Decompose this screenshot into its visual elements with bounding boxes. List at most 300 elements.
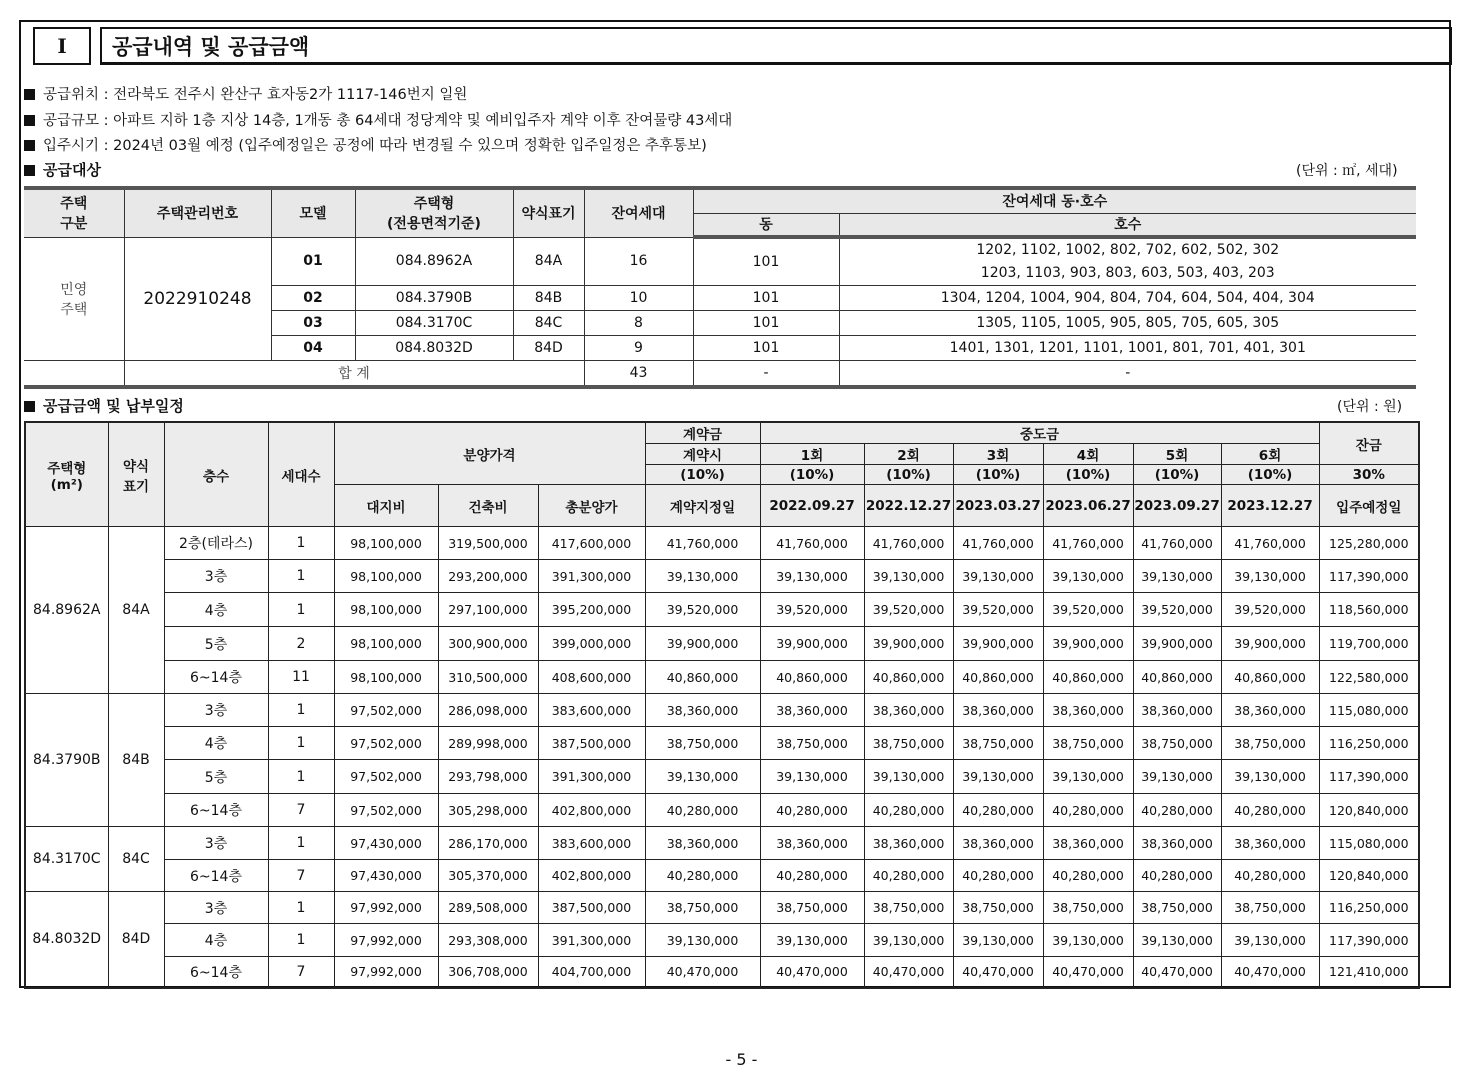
build-price-cell: 297,100,000 — [438, 593, 538, 627]
header-housing-type — [25, 422, 108, 527]
floor-cell: 6~14층 — [164, 794, 268, 827]
header-date-1: 2022.09.27 — [760, 485, 864, 527]
info-scale — [24, 109, 732, 130]
units-cell: 2 — [268, 627, 334, 661]
installment-2-cell: 38,750,000 — [864, 892, 953, 924]
info-location — [24, 83, 467, 104]
deposit-cell: 39,520,000 — [645, 593, 760, 627]
installment-6-cell: 38,360,000 — [1221, 827, 1319, 860]
installment-4-cell: 40,280,000 — [1043, 860, 1133, 892]
installment-4-cell: 41,760,000 — [1043, 527, 1133, 560]
dong-cell: 101 — [693, 311, 839, 336]
installment-6-cell: 40,280,000 — [1221, 794, 1319, 827]
units-cell: 1 — [268, 694, 334, 727]
floor-cell: 3층 — [164, 560, 268, 593]
installment-1-cell: 40,280,000 — [760, 860, 864, 892]
header-model: 모델 — [271, 188, 355, 237]
header-short — [108, 422, 164, 527]
units-cell: 1 — [268, 560, 334, 593]
installment-1-cell: 40,860,000 — [760, 661, 864, 694]
installment-1-cell: 38,360,000 — [760, 694, 864, 727]
installment-4-cell: 38,750,000 — [1043, 892, 1133, 924]
installment-2-cell: 39,130,000 — [864, 760, 953, 794]
units-cell: 1 — [268, 527, 334, 560]
installment-6-cell: 40,280,000 — [1221, 860, 1319, 892]
bullet-square-icon — [24, 89, 35, 100]
installment-5-cell: 40,280,000 — [1133, 860, 1221, 892]
table-row — [25, 892, 1419, 924]
ho-cell: 1401, 1301, 1201, 1101, 1001, 801, 701, 401, 301 — [839, 336, 1416, 361]
installment-6-cell: 38,750,000 — [1221, 727, 1319, 760]
header-price: 분양가격 — [334, 422, 645, 485]
installment-1-cell: 41,760,000 — [760, 527, 864, 560]
balance-cell: 121,410,000 — [1319, 957, 1419, 988]
total-price-cell: 391,300,000 — [538, 924, 645, 957]
floor-cell: 3층 — [164, 892, 268, 924]
housing-type-cell: 84.8962A — [25, 527, 108, 694]
installment-3-cell: 38,360,000 — [953, 694, 1043, 727]
installment-5-cell: 39,130,000 — [1133, 924, 1221, 957]
installment-6-cell: 39,520,000 — [1221, 593, 1319, 627]
build-price-cell: 286,170,000 — [438, 827, 538, 860]
installment-1-cell: 39,130,000 — [760, 760, 864, 794]
header-inst-5: 5회 — [1133, 444, 1221, 465]
installment-6-cell: 39,130,000 — [1221, 560, 1319, 593]
installment-6-cell: 38,360,000 — [1221, 694, 1319, 727]
deposit-cell: 40,860,000 — [645, 661, 760, 694]
total-price-cell: 391,300,000 — [538, 760, 645, 794]
balance-cell: 122,580,000 — [1319, 661, 1419, 694]
header-pct: (10%) — [1043, 465, 1133, 485]
land-price-cell: 97,502,000 — [334, 794, 438, 827]
floor-cell: 4층 — [164, 924, 268, 957]
installment-6-cell: 39,130,000 — [1221, 760, 1319, 794]
installment-4-cell: 40,280,000 — [1043, 794, 1133, 827]
installment-4-cell: 39,520,000 — [1043, 593, 1133, 627]
deposit-cell: 40,280,000 — [645, 860, 760, 892]
model-cell: 03 — [271, 311, 355, 336]
cell-line: (m²) — [50, 476, 83, 493]
header-date-4: 2023.06.27 — [1043, 485, 1133, 527]
total-dong: - — [693, 361, 839, 387]
land-price-cell: 98,100,000 — [334, 627, 438, 661]
balance-cell: 116,250,000 — [1319, 892, 1419, 924]
installment-3-cell: 38,750,000 — [953, 727, 1043, 760]
installment-2-cell: 39,130,000 — [864, 560, 953, 593]
header-balance-date: 입주예정일 — [1319, 485, 1419, 527]
total-price-cell: 383,600,000 — [538, 827, 645, 860]
balance-cell: 120,840,000 — [1319, 860, 1419, 892]
ho-cell: 1305, 1105, 1005, 905, 805, 705, 605, 305 — [839, 311, 1416, 336]
dong-cell: 101 — [693, 336, 839, 361]
installment-5-cell: 39,130,000 — [1133, 760, 1221, 794]
deposit-cell: 39,130,000 — [645, 760, 760, 794]
land-price-cell: 97,430,000 — [334, 827, 438, 860]
price-table — [24, 421, 1420, 989]
count-cell: 8 — [584, 311, 693, 336]
total-price-cell: 383,600,000 — [538, 694, 645, 727]
installment-3-cell: 38,750,000 — [953, 892, 1043, 924]
house-kind — [24, 237, 124, 361]
short-cell: 84C — [108, 827, 164, 892]
short-cell: 84B — [108, 694, 164, 827]
deposit-cell: 38,750,000 — [645, 727, 760, 760]
housing-type-cell: 84.3790B — [25, 694, 108, 827]
price-heading-text: 공급금액 및 납부일정 — [43, 397, 184, 415]
land-price-cell: 98,100,000 — [334, 593, 438, 627]
units-cell: 1 — [268, 892, 334, 924]
installment-1-cell: 39,130,000 — [760, 924, 864, 957]
units-cell: 1 — [268, 827, 334, 860]
table-row — [25, 727, 1419, 760]
header-pct: (10%) — [953, 465, 1043, 485]
table-row — [25, 661, 1419, 694]
header-date-6: 2023.12.27 — [1221, 485, 1319, 527]
land-price-cell: 98,100,000 — [334, 560, 438, 593]
header-inst-1: 1회 — [760, 444, 864, 465]
installment-4-cell: 39,130,000 — [1043, 560, 1133, 593]
cell-line: 1202, 1102, 1002, 802, 702, 602, 502, 302 — [976, 242, 1280, 258]
price-heading — [24, 395, 184, 416]
land-price-cell: 97,992,000 — [334, 924, 438, 957]
balance-cell: 125,280,000 — [1319, 527, 1419, 560]
balance-cell: 118,560,000 — [1319, 593, 1419, 627]
balance-cell: 120,840,000 — [1319, 794, 1419, 827]
header-balance: 잔금 — [1319, 422, 1419, 465]
installment-4-cell: 40,860,000 — [1043, 661, 1133, 694]
deposit-cell: 40,280,000 — [645, 794, 760, 827]
total-price-cell: 395,200,000 — [538, 593, 645, 627]
total-price-cell: 402,800,000 — [538, 794, 645, 827]
cell-line: (전용면적기준) — [387, 216, 481, 233]
table-row — [25, 794, 1419, 827]
cell-line: 표기 — [122, 478, 150, 495]
build-price-cell: 293,200,000 — [438, 560, 538, 593]
installment-6-cell: 38,750,000 — [1221, 892, 1319, 924]
header-deposit: 계약금 — [645, 422, 760, 444]
deposit-cell: 38,360,000 — [645, 827, 760, 860]
floor-cell: 3층 — [164, 694, 268, 727]
header-inst-3: 3회 — [953, 444, 1043, 465]
cell-line: 약식 — [122, 458, 150, 475]
floor-cell: 5층 — [164, 760, 268, 794]
units-cell: 7 — [268, 794, 334, 827]
build-price-cell: 289,508,000 — [438, 892, 538, 924]
section-number: I — [33, 27, 91, 65]
supply-heading — [24, 159, 101, 180]
land-price-cell: 97,502,000 — [334, 760, 438, 794]
installment-6-cell: 40,470,000 — [1221, 957, 1319, 988]
bullet-square-icon — [24, 140, 35, 151]
installment-5-cell: 40,280,000 — [1133, 794, 1221, 827]
installment-3-cell: 40,470,000 — [953, 957, 1043, 988]
empty-cell — [24, 361, 124, 387]
section-header — [33, 27, 1452, 67]
header-housing-type — [355, 188, 513, 237]
installment-1-cell: 39,130,000 — [760, 560, 864, 593]
land-price-cell: 97,992,000 — [334, 892, 438, 924]
housing-type-cell: 84.8032D — [25, 892, 108, 988]
table-row — [25, 593, 1419, 627]
header-date-3: 2023.03.27 — [953, 485, 1043, 527]
total-price-cell: 391,300,000 — [538, 560, 645, 593]
table-row — [24, 237, 1416, 286]
short-cell: 84B — [513, 286, 584, 311]
installment-2-cell: 40,860,000 — [864, 661, 953, 694]
balance-cell: 115,080,000 — [1319, 827, 1419, 860]
installment-3-cell: 40,860,000 — [953, 661, 1043, 694]
info-movein-text: 입주시기 : 2024년 03월 예정 (입주예정일은 공정에 따라 변경될 수 있으며 정확한 입주일정은 추후통보) — [43, 138, 707, 154]
header-mid: 중도금 — [760, 422, 1319, 444]
units-cell: 1 — [268, 760, 334, 794]
units-cell: 1 — [268, 924, 334, 957]
installment-5-cell: 40,860,000 — [1133, 661, 1221, 694]
installment-3-cell: 40,280,000 — [953, 860, 1043, 892]
installment-2-cell: 40,470,000 — [864, 957, 953, 988]
type-cell: 084.3170C — [355, 311, 513, 336]
header-floor: 층수 — [164, 422, 268, 527]
installment-4-cell: 39,130,000 — [1043, 760, 1133, 794]
count-cell: 16 — [584, 237, 693, 286]
installment-5-cell: 39,900,000 — [1133, 627, 1221, 661]
header-inst-6: 6회 — [1221, 444, 1319, 465]
build-price-cell: 293,798,000 — [438, 760, 538, 794]
header-ho: 호수 — [839, 213, 1416, 237]
header-short: 약식표기 — [513, 188, 584, 237]
total-price-cell: 399,000,000 — [538, 627, 645, 661]
installment-3-cell: 39,130,000 — [953, 560, 1043, 593]
supply-unit: (단위 : ㎡, 세대) — [1296, 163, 1398, 179]
deposit-cell: 38,750,000 — [645, 892, 760, 924]
floor-cell: 2층(테라스) — [164, 527, 268, 560]
installment-1-cell: 40,470,000 — [760, 957, 864, 988]
deposit-cell: 41,760,000 — [645, 527, 760, 560]
header-remain-units: 잔여세대 동·호수 — [693, 188, 1416, 213]
floor-cell: 4층 — [164, 727, 268, 760]
installment-2-cell: 38,750,000 — [864, 727, 953, 760]
balance-cell: 119,700,000 — [1319, 627, 1419, 661]
installment-4-cell: 38,360,000 — [1043, 694, 1133, 727]
type-cell: 084.3790B — [355, 286, 513, 311]
build-price-cell: 300,900,000 — [438, 627, 538, 661]
model-cell: 04 — [271, 336, 355, 361]
installment-5-cell: 39,520,000 — [1133, 593, 1221, 627]
installment-1-cell: 38,360,000 — [760, 827, 864, 860]
units-cell: 1 — [268, 727, 334, 760]
total-ho: - — [839, 361, 1416, 387]
bullet-square-icon — [24, 165, 35, 176]
header-dong: 동 — [693, 213, 839, 237]
deposit-cell: 39,130,000 — [645, 924, 760, 957]
floor-cell: 6~14층 — [164, 957, 268, 988]
build-price-cell: 293,308,000 — [438, 924, 538, 957]
installment-2-cell: 39,900,000 — [864, 627, 953, 661]
header-pct: (10%) — [1133, 465, 1221, 485]
ho-cell — [839, 237, 1416, 286]
installment-3-cell: 39,130,000 — [953, 760, 1043, 794]
table-row — [25, 860, 1419, 892]
installment-1-cell: 38,750,000 — [760, 892, 864, 924]
dong-cell: 101 — [693, 237, 839, 286]
installment-3-cell: 39,900,000 — [953, 627, 1043, 661]
header-mgmt-no: 주택관리번호 — [124, 188, 271, 237]
table-row — [25, 924, 1419, 957]
short-cell: 84A — [513, 237, 584, 286]
installment-1-cell: 40,280,000 — [760, 794, 864, 827]
model-cell: 01 — [271, 237, 355, 286]
installment-2-cell: 40,280,000 — [864, 860, 953, 892]
total-count: 43 — [584, 361, 693, 387]
header-land: 대지비 — [334, 485, 438, 527]
deposit-cell: 38,360,000 — [645, 694, 760, 727]
units-cell: 11 — [268, 661, 334, 694]
housing-type-cell: 84.3170C — [25, 827, 108, 892]
short-cell: 84A — [108, 527, 164, 694]
cell-line: 1203, 1103, 903, 803, 603, 503, 403, 203 — [980, 265, 1275, 281]
cell-line: 주택 — [60, 301, 88, 318]
installment-1-cell: 39,900,000 — [760, 627, 864, 661]
units-cell: 7 — [268, 957, 334, 988]
count-cell: 10 — [584, 286, 693, 311]
installment-5-cell: 38,360,000 — [1133, 827, 1221, 860]
header-inst-2: 2회 — [864, 444, 953, 465]
header-deposit-date: 계약지정일 — [645, 485, 760, 527]
header-date-2: 2022.12.27 — [864, 485, 953, 527]
floor-cell: 6~14층 — [164, 661, 268, 694]
header-balance-pct: 30% — [1319, 465, 1419, 485]
short-cell: 84C — [513, 311, 584, 336]
installment-6-cell: 39,130,000 — [1221, 924, 1319, 957]
cell-line: 주택형 — [47, 460, 87, 477]
floor-cell: 5층 — [164, 627, 268, 661]
installment-1-cell: 38,750,000 — [760, 727, 864, 760]
deposit-cell: 39,900,000 — [645, 627, 760, 661]
bullet-square-icon — [24, 115, 35, 126]
mgmt-no: 2022910248 — [124, 237, 271, 361]
section-title: 공급내역 및 공급금액 — [100, 27, 1452, 65]
installment-1-cell: 39,520,000 — [760, 593, 864, 627]
table-row — [25, 560, 1419, 593]
header-deposit-when: 계약시 — [645, 444, 760, 465]
installment-4-cell: 38,360,000 — [1043, 827, 1133, 860]
cell-line: 주택 — [60, 196, 88, 213]
cell-line: 민영 — [60, 281, 88, 298]
installment-3-cell: 40,280,000 — [953, 794, 1043, 827]
installment-4-cell: 39,900,000 — [1043, 627, 1133, 661]
units-cell: 1 — [268, 593, 334, 627]
total-price-cell: 387,500,000 — [538, 727, 645, 760]
installment-3-cell: 39,520,000 — [953, 593, 1043, 627]
header-pct: (10%) — [1221, 465, 1319, 485]
balance-cell: 115,080,000 — [1319, 694, 1419, 727]
installment-5-cell: 38,750,000 — [1133, 727, 1221, 760]
ho-cell: 1304, 1204, 1004, 904, 804, 704, 604, 504, 404, 304 — [839, 286, 1416, 311]
header-total: 총분양가 — [538, 485, 645, 527]
build-price-cell: 319,500,000 — [438, 527, 538, 560]
floor-cell: 6~14층 — [164, 860, 268, 892]
header-house-kind — [24, 188, 124, 237]
land-price-cell: 98,100,000 — [334, 527, 438, 560]
table-row — [25, 527, 1419, 560]
land-price-cell: 97,502,000 — [334, 727, 438, 760]
header-pct: (10%) — [864, 465, 953, 485]
header-remain: 잔여세대 — [584, 188, 693, 237]
installment-6-cell: 39,900,000 — [1221, 627, 1319, 661]
installment-4-cell: 39,130,000 — [1043, 924, 1133, 957]
installment-5-cell: 38,360,000 — [1133, 694, 1221, 727]
short-cell: 84D — [513, 336, 584, 361]
build-price-cell: 310,500,000 — [438, 661, 538, 694]
info-location-text: 공급위치 : 전라북도 전주시 완산구 효자동2가 1117-146번지 일원 — [43, 87, 468, 103]
installment-5-cell: 39,130,000 — [1133, 560, 1221, 593]
header-inst-4: 4회 — [1043, 444, 1133, 465]
installment-2-cell: 38,360,000 — [864, 694, 953, 727]
table-row — [25, 957, 1419, 988]
model-cell: 02 — [271, 286, 355, 311]
installment-6-cell: 40,860,000 — [1221, 661, 1319, 694]
floor-cell: 4층 — [164, 593, 268, 627]
total-price-cell: 387,500,000 — [538, 892, 645, 924]
units-cell: 7 — [268, 860, 334, 892]
installment-5-cell: 41,760,000 — [1133, 527, 1221, 560]
build-price-cell: 289,998,000 — [438, 727, 538, 760]
installment-2-cell: 38,360,000 — [864, 827, 953, 860]
table-row — [25, 760, 1419, 794]
installment-6-cell: 41,760,000 — [1221, 527, 1319, 560]
land-price-cell: 97,430,000 — [334, 860, 438, 892]
land-price-cell: 97,992,000 — [334, 957, 438, 988]
balance-cell: 117,390,000 — [1319, 924, 1419, 957]
deposit-cell: 40,470,000 — [645, 957, 760, 988]
type-cell: 084.8962A — [355, 237, 513, 286]
installment-2-cell: 39,130,000 — [864, 924, 953, 957]
header-build: 건축비 — [438, 485, 538, 527]
installment-4-cell: 40,470,000 — [1043, 957, 1133, 988]
total-price-cell: 402,800,000 — [538, 860, 645, 892]
build-price-cell: 306,708,000 — [438, 957, 538, 988]
installment-3-cell: 41,760,000 — [953, 527, 1043, 560]
balance-cell: 116,250,000 — [1319, 727, 1419, 760]
table-row — [25, 694, 1419, 727]
installment-2-cell: 39,520,000 — [864, 593, 953, 627]
header-pct: (10%) — [760, 465, 864, 485]
total-row — [24, 361, 1416, 387]
price-unit: (단위 : 원) — [1337, 399, 1403, 415]
balance-cell: 117,390,000 — [1319, 560, 1419, 593]
installment-5-cell: 40,470,000 — [1133, 957, 1221, 988]
cell-line: 주택형 — [413, 196, 455, 213]
table-row — [25, 827, 1419, 860]
header-units: 세대수 — [268, 422, 334, 527]
header-pct: (10%) — [645, 465, 760, 485]
info-movein — [24, 134, 707, 155]
installment-2-cell: 41,760,000 — [864, 527, 953, 560]
floor-cell: 3층 — [164, 827, 268, 860]
installment-5-cell: 38,750,000 — [1133, 892, 1221, 924]
build-price-cell: 305,298,000 — [438, 794, 538, 827]
total-price-cell: 404,700,000 — [538, 957, 645, 988]
short-cell: 84D — [108, 892, 164, 988]
header-date-5: 2023.09.27 — [1133, 485, 1221, 527]
page-number: - 5 - — [725, 1050, 758, 1069]
supply-table — [24, 186, 1416, 389]
supply-heading-text: 공급대상 — [43, 161, 101, 179]
total-price-cell: 408,600,000 — [538, 661, 645, 694]
installment-2-cell: 40,280,000 — [864, 794, 953, 827]
build-price-cell: 286,098,000 — [438, 694, 538, 727]
table-row — [25, 627, 1419, 661]
info-scale-text: 공급규모 : 아파트 지하 1층 지상 14층, 1개동 총 64세대 정당계약 및 예비입주자 계약 이후 잔여물량 43세대 — [43, 113, 733, 129]
